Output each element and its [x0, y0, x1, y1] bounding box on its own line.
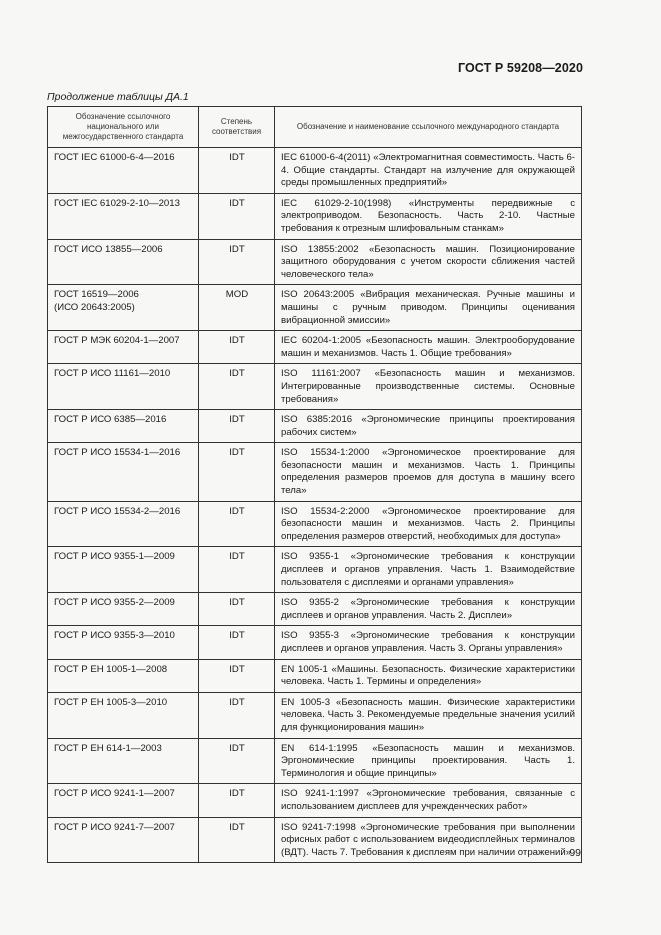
cell-degree-of-correspondence: IDT — [199, 364, 275, 410]
cell-degree-of-correspondence: IDT — [199, 148, 275, 194]
table-row — [48, 410, 582, 443]
table-row — [48, 239, 582, 285]
cell-degree-of-correspondence: IDT — [199, 331, 275, 364]
cell-degree-of-correspondence: IDT — [199, 692, 275, 738]
table-row — [48, 443, 582, 501]
table-row — [48, 659, 582, 692]
table-header-row — [48, 107, 582, 148]
table-row — [48, 285, 582, 331]
table-caption: Продолжение таблицы ДА.1 — [47, 91, 189, 103]
cell-national-standard: ГОСТ 16519—2006 (ИСО 20643:2005) — [48, 285, 199, 331]
cell-international-standard: ISO 9355-1 «Эргономические требования к конструкции дисплеев и органов управления. Часть 1. Взаимодействие пользователя с дисплеями и органами управления» — [275, 547, 582, 593]
cell-international-standard: ISO 9355-3 «Эргономические требования к конструкции дисплеев и органов управления. Часть 3. Органы управления» — [275, 626, 582, 659]
cell-degree-of-correspondence: MOD — [199, 285, 275, 331]
cell-degree-of-correspondence: IDT — [199, 817, 275, 863]
cell-national-standard: ГОСТ IEC 61029-2-10—2013 — [48, 193, 199, 239]
cell-degree-of-correspondence: IDT — [199, 193, 275, 239]
page-number: 99 — [569, 847, 581, 859]
table-row — [48, 331, 582, 364]
cell-national-standard: ГОСТ Р ИСО 9355-1—2009 — [48, 547, 199, 593]
table-row — [48, 148, 582, 194]
table-row — [48, 501, 582, 547]
cell-international-standard: ISO 6385:2016 «Эргономические принципы проектирования рабочих систем» — [275, 410, 582, 443]
cell-national-standard: ГОСТ Р ИСО 9241-7—2007 — [48, 817, 199, 863]
table-row — [48, 193, 582, 239]
cell-international-standard: EN 614-1:1995 «Безопасность машин и механизмов. Эргономические принципы проектирования. Часть 1. Терминология и общие принципы» — [275, 738, 582, 784]
table-row — [48, 626, 582, 659]
column-header-degree-of-correspondence: Степень соответствия — [199, 107, 275, 148]
cell-international-standard: ISO 13855:2002 «Безопасность машин. Позиционирование защитного оборудования с учетом скорости сближения частей человеческого тела» — [275, 239, 582, 285]
cell-national-standard: ГОСТ Р ИСО 9355-3—2010 — [48, 626, 199, 659]
cell-national-standard: ГОСТ Р ЕН 614-1—2003 — [48, 738, 199, 784]
cell-national-standard: ГОСТ Р ИСО 9355-2—2009 — [48, 593, 199, 626]
cell-degree-of-correspondence: IDT — [199, 547, 275, 593]
document-header-standard-id: ГОСТ Р 59208—2020 — [457, 61, 583, 75]
cell-national-standard: ГОСТ Р ЕН 1005-1—2008 — [48, 659, 199, 692]
table-row — [48, 784, 582, 817]
cell-international-standard: IEC 61000-6-4(2011) «Электромагнитная совместимость. Часть 6-4. Общие стандарты. Стандарт на излучение для окружающей среды промышленных предприятий» — [275, 148, 582, 194]
cell-international-standard: ISO 9241-1:1997 «Эргономические требования, связанные с использованием дисплеев для учрежденческих работ» — [275, 784, 582, 817]
cell-national-standard: ГОСТ Р ИСО 15534-2—2016 — [48, 501, 199, 547]
cell-national-standard: ГОСТ Р ИСО 9241-1—2007 — [48, 784, 199, 817]
table-row — [48, 692, 582, 738]
table-row — [48, 817, 582, 863]
cell-national-standard: ГОСТ ИСО 13855—2006 — [48, 239, 199, 285]
cell-national-standard: ГОСТ IEC 61000-6-4—2016 — [48, 148, 199, 194]
cell-international-standard: ISO 15534-2:2000 «Эргономическое проектирование для безопасности машин и механизмов. Часть 2. Принципы определения размеров отверстий, необходимых для доступа» — [275, 501, 582, 547]
cell-degree-of-correspondence: IDT — [199, 410, 275, 443]
cell-degree-of-correspondence: IDT — [199, 593, 275, 626]
cell-international-standard: ISO 11161:2007 «Безопасность машин и механизмов. Интегрированные производственные системы. Основные требования» — [275, 364, 582, 410]
cell-national-standard: ГОСТ Р МЭК 60204-1—2007 — [48, 331, 199, 364]
table-row — [48, 738, 582, 784]
cell-degree-of-correspondence: IDT — [199, 443, 275, 501]
cell-degree-of-correspondence: IDT — [199, 501, 275, 547]
cell-degree-of-correspondence: IDT — [199, 784, 275, 817]
cell-degree-of-correspondence: IDT — [199, 239, 275, 285]
table-header — [48, 107, 582, 148]
table-body — [48, 148, 582, 863]
table-row — [48, 593, 582, 626]
cell-international-standard: ISO 9355-2 «Эргономические требования к конструкции дисплеев и органов управления. Часть 2. Дисплеи» — [275, 593, 582, 626]
cell-national-standard: ГОСТ Р ЕН 1005-3—2010 — [48, 692, 199, 738]
reference-standards-table — [47, 106, 582, 863]
cell-national-standard: ГОСТ Р ИСО 15534-1—2016 — [48, 443, 199, 501]
cell-international-standard: EN 1005-1 «Машины. Безопасность. Физические характеристики человека. Часть 1. Термины и определения» — [275, 659, 582, 692]
cell-degree-of-correspondence: IDT — [199, 626, 275, 659]
column-header-national-standard: Обозначение ссылочного национального или межгосударственного стандарта — [48, 107, 199, 148]
cell-international-standard: ISO 9241-7:1998 «Эргономические требования при выполнении офисных работ с использованием видеодисплейных терминалов (ВДТ). Часть 7. Требования к дисплеям при наличии отражений» — [275, 817, 582, 863]
column-header-international-standard: Обозначение и наименование ссылочного международного стандарта — [275, 107, 582, 148]
cell-national-standard: ГОСТ Р ИСО 6385—2016 — [48, 410, 199, 443]
cell-international-standard: EN 1005-3 «Безопасность машин. Физические характеристики человека. Часть 3. Рекомендуемые предельные значения усилий для функционирования машин» — [275, 692, 582, 738]
table-row — [48, 547, 582, 593]
table-row — [48, 364, 582, 410]
cell-national-standard: ГОСТ Р ИСО 11161—2010 — [48, 364, 199, 410]
cell-international-standard: IEC 61029-2-10(1998) «Инструменты передвижные с электроприводом. Безопасность. Часть 2-10. Частные требования к отрезным шлифовальным станкам» — [275, 193, 582, 239]
cell-international-standard: ISO 15534-1:2000 «Эргономическое проектирование для безопасности машин и механизмов. Часть 1. Принципы определения размеров проемов для доступа в машину всего тела» — [275, 443, 582, 501]
cell-international-standard: ISO 20643:2005 «Вибрация механическая. Ручные машины и машины с ручным приводом. Принципы оценивания вибрационной эмиссии» — [275, 285, 582, 331]
cell-international-standard: IEC 60204-1:2005 «Безопасность машин. Электрооборудование машин и механизмов. Часть 1. Общие требования» — [275, 331, 582, 364]
cell-degree-of-correspondence: IDT — [199, 659, 275, 692]
cell-degree-of-correspondence: IDT — [199, 738, 275, 784]
